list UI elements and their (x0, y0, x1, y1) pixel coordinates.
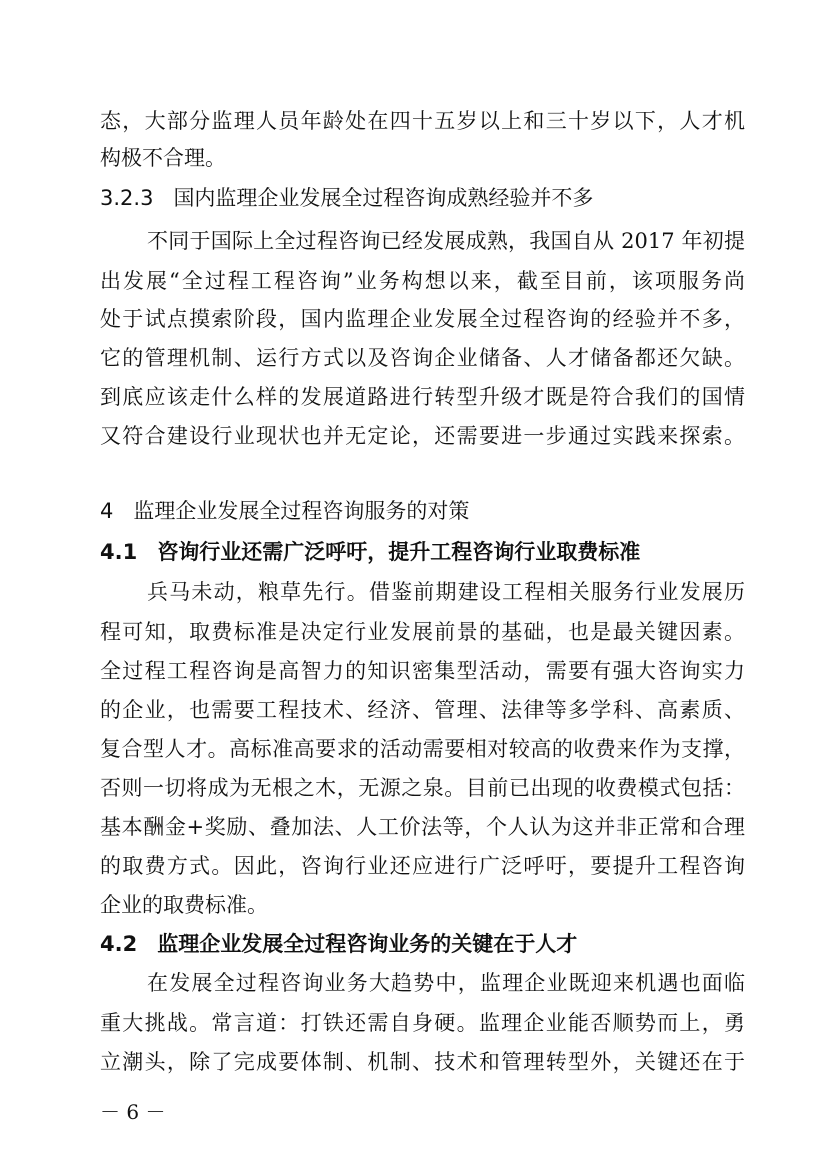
section-title: 监理企业发展全过程咨询业务的关键在于人才 (157, 932, 578, 956)
section-number: 4.1 (100, 540, 138, 564)
body-line: 的取费方式。因此，咨询行业还应进行广泛呼吁，要提升工程咨询 (100, 854, 745, 878)
body-line: 的企业，也需要工程技术、经济、管理、法律等多学科、高素质、 (100, 698, 745, 722)
body-line: 复合型人才。高标准高要求的活动需要相对较高的收费来作为支撑， (100, 737, 745, 761)
body-line: 它的管理机制、运行方式以及咨询企业储备、人才储备都还欠缺。 (100, 346, 745, 370)
body-line: 在发展全过程咨询业务大趋势中，监理企业既迎来机遇也面临 (147, 971, 745, 995)
body-line: 兵马未动，粮草先行。借鉴前期建设工程相关服务行业发展历 (147, 580, 745, 604)
body-line: 不同于国际上全过程咨询已经发展成熟，我国自从 2017 年初提 (147, 229, 745, 253)
section-number: 4.2 (100, 932, 138, 956)
section-number: 4 (100, 499, 114, 523)
body-line: 构极不合理。 (100, 146, 226, 170)
body-line: 到底应该走什么样的发展道路进行转型升级才既是符合我们的国情 (100, 385, 745, 409)
section-heading-4-1 (100, 537, 745, 567)
body-line: 出发展“全过程工程咨询”业务构想以来，截至目前，该项服务尚 (100, 269, 745, 293)
section-heading-4-2 (100, 929, 745, 959)
body-line: 基本酬金+奖励、叠加法、人工价法等，个人认为这并非正常和合理 (100, 815, 745, 839)
section-title: 国内监理企业发展全过程咨询成熟经验并不多 (173, 186, 594, 210)
section-number: 3.2.3 (100, 186, 154, 210)
page-number: － 6 － (100, 1100, 166, 1124)
body-line: 处于试点摸索阶段，国内监理企业发展全过程咨询的经验并不多， (100, 307, 745, 331)
body-line: 重大挑战。常言道：打铁还需自身硬。监理企业能否顺势而上，勇 (100, 1011, 745, 1035)
section-title: 咨询行业还需广泛呼吁，提升工程咨询行业取费标准 (157, 540, 641, 564)
body-line: 立潮头，除了完成要体制、机制、技术和管理转型外，关键还在于 (100, 1050, 745, 1074)
body-line: 态，大部分监理人员年龄处在四十五岁以上和三十岁以下，人才机 (100, 109, 745, 133)
body-line: 否则一切将成为无根之木，无源之泉。目前已出现的收费模式包括： (100, 776, 745, 800)
body-line: 全过程工程咨询是高智力的知识密集型活动，需要有强大咨询实力 (100, 659, 745, 683)
body-line: 又符合建设行业现状也并无定论，还需要进一步通过实践来探索。 (100, 424, 745, 448)
section-heading-3-2-3 (100, 183, 745, 213)
section-title: 监理企业发展全过程咨询服务的对策 (133, 499, 470, 523)
body-line: 程可知，取费标准是决定行业发展前景的基础，也是最关键因素。 (100, 620, 745, 644)
section-heading-4 (100, 496, 745, 526)
body-line: 企业的取费标准。 (100, 893, 268, 917)
